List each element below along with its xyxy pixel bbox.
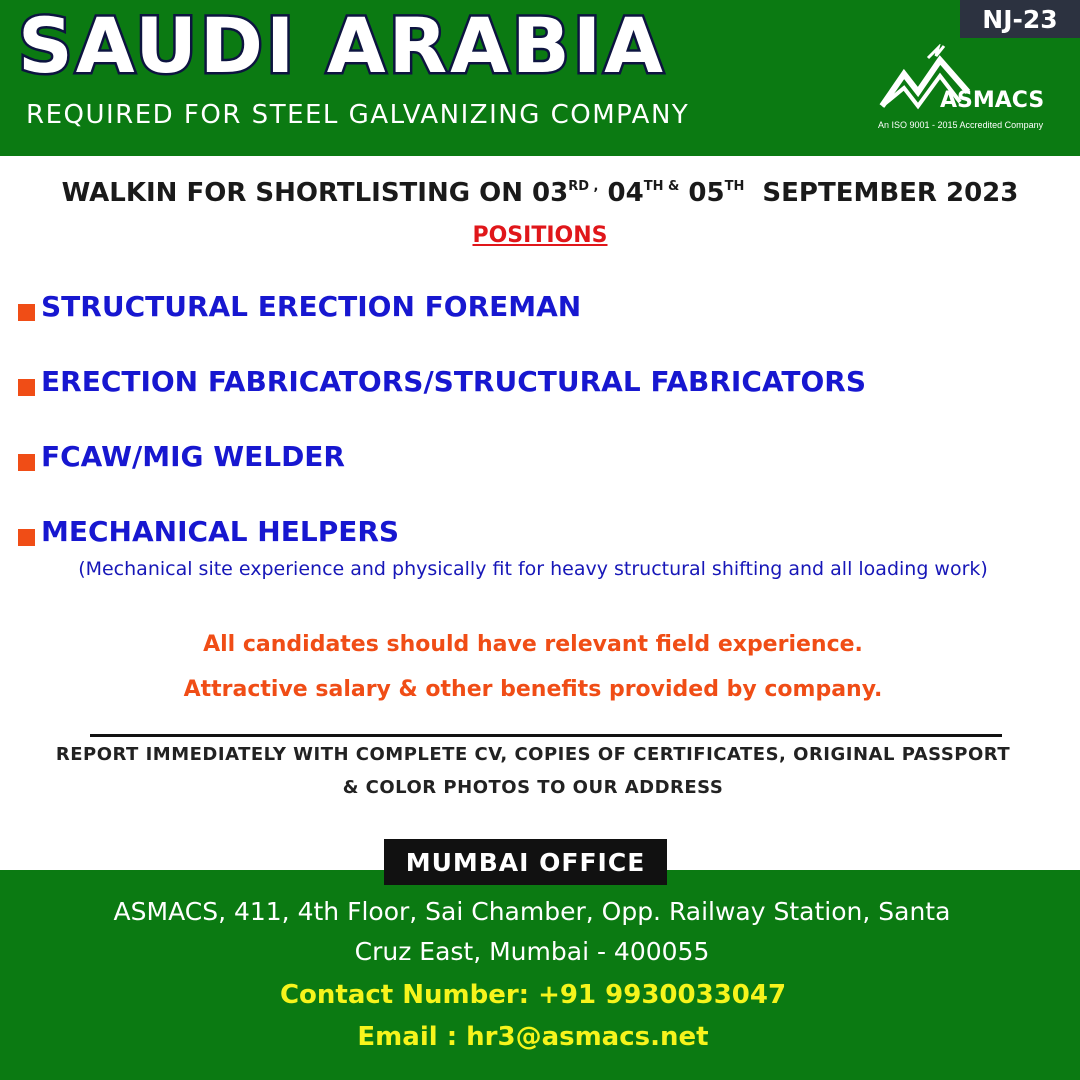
logo-tagline: An ISO 9001 - 2015 Accredited Company [878, 120, 1044, 130]
office-label: MUMBAI OFFICE [384, 839, 667, 885]
square-bullet-icon [18, 304, 35, 321]
position-title: MECHANICAL HELPERS [41, 515, 400, 548]
position-title: ERECTION FABRICATORS/STRUCTURAL FABRICATORS [41, 365, 867, 398]
list-item [18, 437, 345, 477]
header-banner [0, 0, 1080, 156]
address-line: Cruz East, Mumbai - 400055 [354, 937, 710, 966]
divider [90, 734, 1002, 737]
page-subtitle: REQUIRED FOR STEEL GALVANIZING COMPANY [26, 100, 690, 130]
walkin-dates: WALKIN FOR SHORTLISTING ON $03^{RD ,}$ $04^{TH \&}$ 05TH SEPTEMBER 2023 [61, 178, 1019, 208]
square-bullet-icon [18, 379, 35, 396]
page-title: SAUDI ARABIA [18, 1, 666, 90]
position-note: (Mechanical site experience and physically fit for heavy structural shifting and all loading work) [78, 558, 988, 580]
report-instructions [0, 738, 1066, 804]
logo-name: ASMACS [940, 88, 1045, 113]
job-code-badge: NJ-23 [960, 0, 1080, 38]
positions-heading: POSITIONS [472, 223, 608, 248]
square-bullet-icon [18, 529, 35, 546]
office-address [30, 892, 1034, 972]
company-logo [878, 44, 1054, 136]
email-link[interactable]: Email : hr3@asmacs.net [357, 1022, 709, 1052]
list-item [18, 512, 399, 552]
experience-note: All candidates should have relevant field experience. [203, 632, 863, 657]
report-line: REPORT IMMEDIATELY WITH COMPLETE CV, COPIES OF CERTIFICATES, ORIGINAL PASSPORT [55, 744, 1011, 765]
salary-note: Attractive salary & other benefits provided by company. [183, 677, 883, 702]
report-line: & COLOR PHOTOS TO OUR ADDRESS [342, 777, 724, 798]
square-bullet-icon [18, 454, 35, 471]
position-title: STRUCTURAL ERECTION FOREMAN [41, 290, 582, 323]
contact-number[interactable]: Contact Number: +91 9930033047 [279, 980, 787, 1010]
list-item [18, 362, 866, 402]
list-item [18, 287, 581, 327]
address-line: ASMACS, 411, 4th Floor, Sai Chamber, Opp. Railway Station, Santa [113, 897, 951, 926]
position-title: FCAW/MIG WELDER [41, 440, 345, 473]
